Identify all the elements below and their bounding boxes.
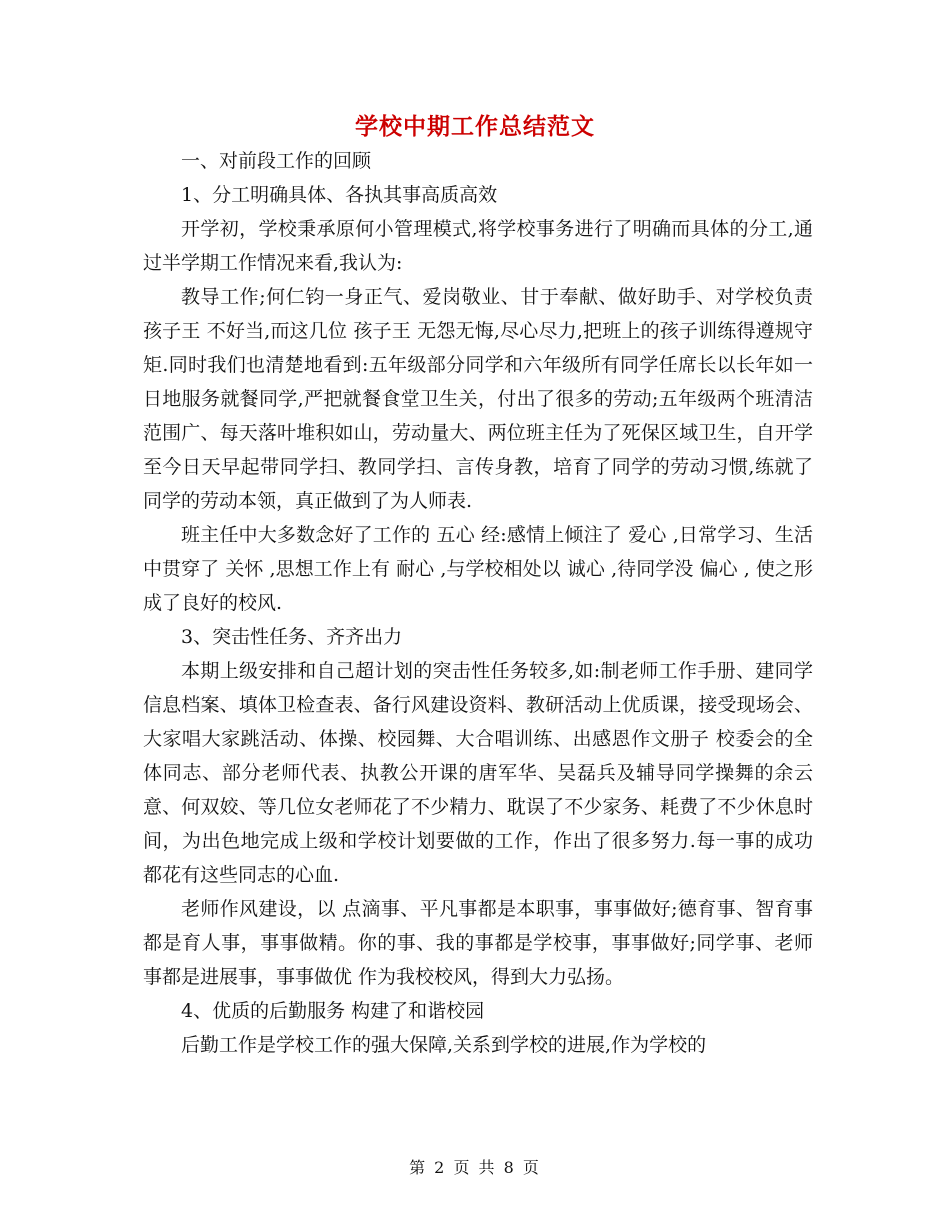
body-paragraph: 老师作风建设，以 点滴事、平凡事都是本职事，事事做好;德育事、智育事都是育人事，事事做精。你的事、我的事都是学校事，事事做好;同学事、老师事都是进展事，事事做优 作为我校校风，得到大力弘扬。 xyxy=(143,898,813,988)
subsection-heading: 1、分工明确具体、各执其事高质高效 xyxy=(181,184,498,206)
document-body xyxy=(143,144,813,1062)
body-paragraph: 本期上级安排和自己超计划的突击性任务较多,如:制老师工作手册、建同学信息档案、填体卫检查表、备行风建设资料、教研活动上优质课，接受现场会、大家唱大家跳活动、体操、校园舞、大合唱训练、出感恩作文册子 校委会的全体同志、部分老师代表、执教公开课的唐军华、吴磊兵及辅导同学操舞的余云意、何双姣、等几位女老师花了不少精力、耽误了不少家务、耗费了不少休息时间，为出色地完成上级和学校计划要做的工作，作出了很多努力.每一事的成功都花有这些同志的心血. xyxy=(143,660,813,886)
body-paragraph: 教导工作;何仁钧一身正气、爱岗敬业、甘于奉献、做好助手、对学校负责 孩子王 不好当,而这几位 孩子王 无怨无悔,尽心尽力,把班上的孩子训练得遵规守矩.同时我们也清楚地看到:五年级部分同学和六年级所有同学任席长以长年如一日地服务就餐同学,严把就餐食堂卫生关，付出了很多的劳动;五年级两个班清洁范围广、每天落叶堆积如山，劳动量大、两位班主任为了死保区域卫生，自开学至今日天早起带同学扫、教同学扫、言传身教，培育了同学的劳动习惯,练就了同学的劳动本领，真正做到了为人师表. xyxy=(143,286,813,512)
subsection-heading: 4、优质的后勤服务 构建了和谐校园 xyxy=(181,1000,485,1022)
section-heading: 一、对前段工作的回顾 xyxy=(181,150,372,172)
body-paragraph: 班主任中大多数念好了工作的 五心 经:感情上倾注了 爱心 ,日常学习、生活中贯穿了 关怀 ,思想工作上有 耐心 ,与学校相处以 诚心 ,待同学没 偏心 , 使之形成了良好的校风. xyxy=(143,524,813,614)
page-number-footer: 第 2 页 共 8 页 xyxy=(409,1158,541,1177)
subsection-heading: 3、突击性任务、齐齐出力 xyxy=(181,626,403,648)
body-paragraph: 开学初，学校秉承原何小管理模式,将学校事务进行了明确而具体的分工,通过半学期工作情况来看,我认为: xyxy=(143,218,813,274)
document-title: 学校中期工作总结范文 xyxy=(355,113,595,140)
body-paragraph: 后勤工作是学校工作的强大保障,关系到学校的进展,作为学校的 xyxy=(181,1034,707,1056)
